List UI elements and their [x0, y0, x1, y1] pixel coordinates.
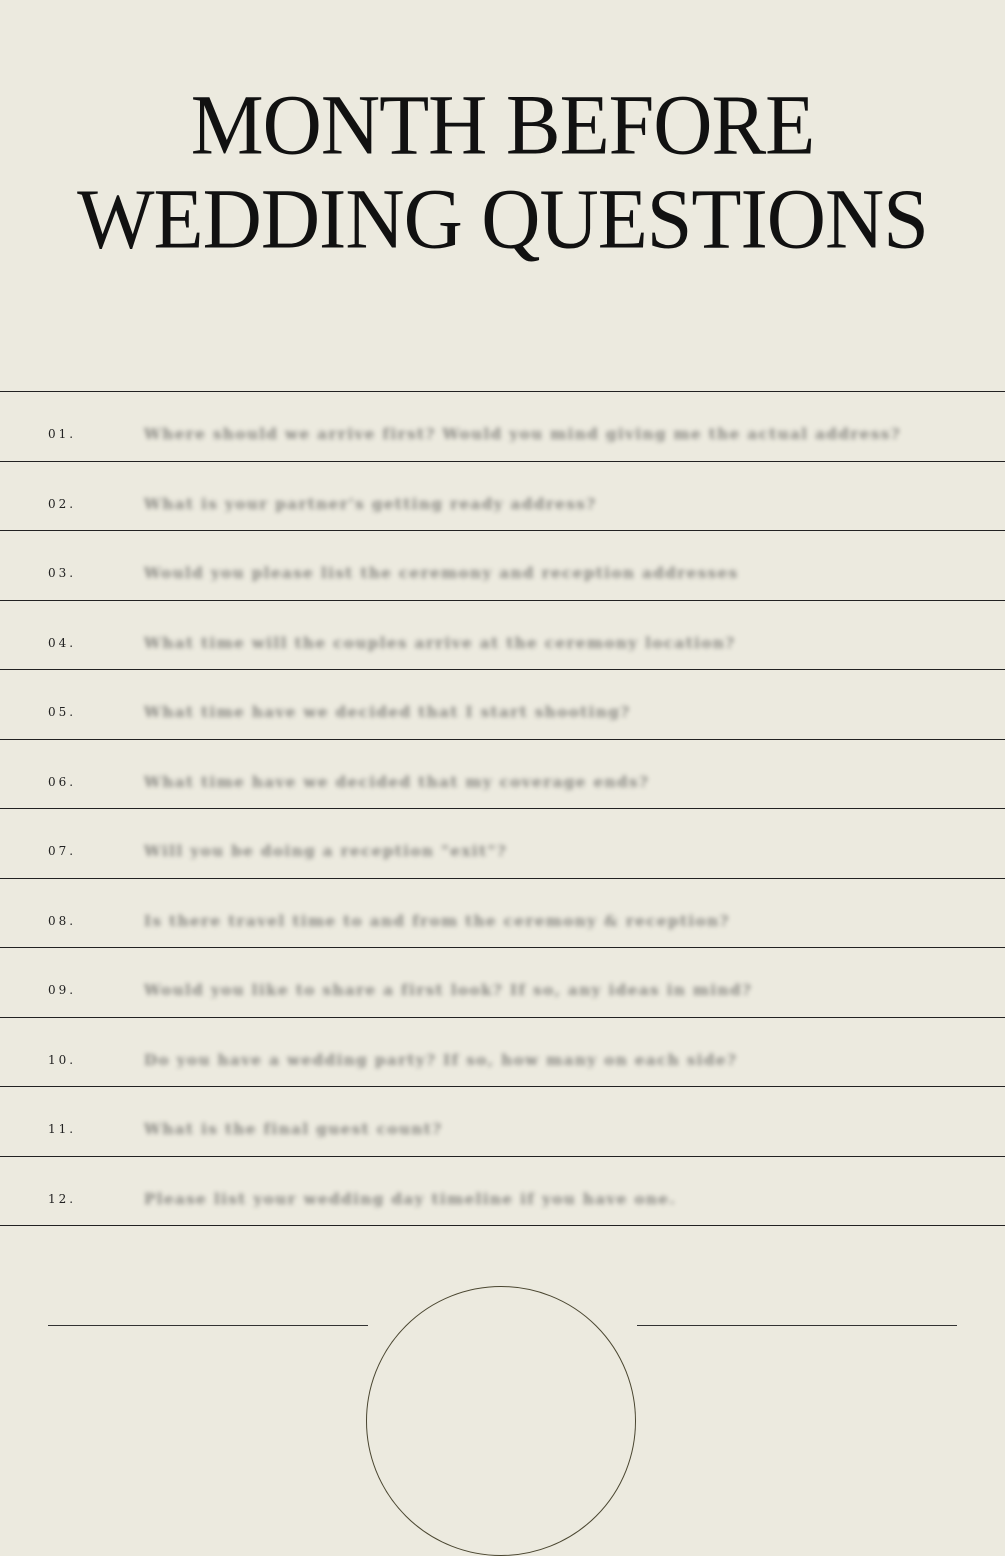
question-row [0, 601, 1005, 671]
question-number: 11. [48, 1122, 77, 1136]
question-row [0, 462, 1005, 532]
question-number: 10. [48, 1052, 77, 1067]
question-text: Where should we arrive first? Would you mind giving me the actual address? [144, 425, 902, 443]
question-row [0, 670, 1005, 740]
question-number: 09. [48, 983, 77, 997]
question-text: Would you please list the ceremony and reception addresses [144, 564, 739, 582]
question-list [0, 391, 1005, 1226]
question-number: 04. [48, 635, 77, 650]
page-title-line-1: MONTH BEFORE [190, 76, 815, 173]
question-row [0, 531, 1005, 601]
question-number: 06. [48, 774, 77, 789]
left-divider-line [48, 1325, 368, 1326]
question-row [0, 879, 1005, 949]
question-row [0, 1087, 1005, 1157]
question-text: Do you have a wedding party? If so, how many on each side? [144, 1050, 738, 1069]
question-text: Would you like to share a first look? If so, any ideas in mind? [144, 981, 753, 999]
question-row [0, 1018, 1005, 1088]
question-number: 08. [48, 913, 77, 928]
question-text: What is your partner's getting ready address? [144, 494, 597, 513]
page-title-line-2: WEDDING QUESTIONS [77, 170, 928, 267]
question-row [0, 948, 1005, 1018]
question-text: What time have we decided that my coverage ends? [144, 772, 650, 791]
question-number: 12. [48, 1191, 77, 1206]
arch-ornament [366, 1286, 636, 1556]
right-divider-line [637, 1325, 957, 1326]
question-number: 07. [48, 844, 77, 858]
question-row [0, 1157, 1005, 1227]
question-row [0, 392, 1005, 462]
question-row [0, 809, 1005, 879]
question-number: 01. [48, 427, 77, 441]
question-text: What time will the couples arrive at the ceremony location? [144, 633, 736, 652]
question-number: 02. [48, 496, 77, 511]
question-text: Will you be doing a reception "exit"? [144, 842, 508, 860]
question-number: 03. [48, 566, 77, 580]
question-text: Please list your wedding day timeline if you have one. [144, 1189, 677, 1208]
question-row [0, 740, 1005, 810]
question-text: Is there travel time to and from the ceremony & reception? [144, 911, 730, 930]
question-text: What time have we decided that I start shooting? [144, 703, 631, 721]
question-text: What is the final guest count? [144, 1120, 443, 1138]
question-number: 05. [48, 705, 77, 719]
